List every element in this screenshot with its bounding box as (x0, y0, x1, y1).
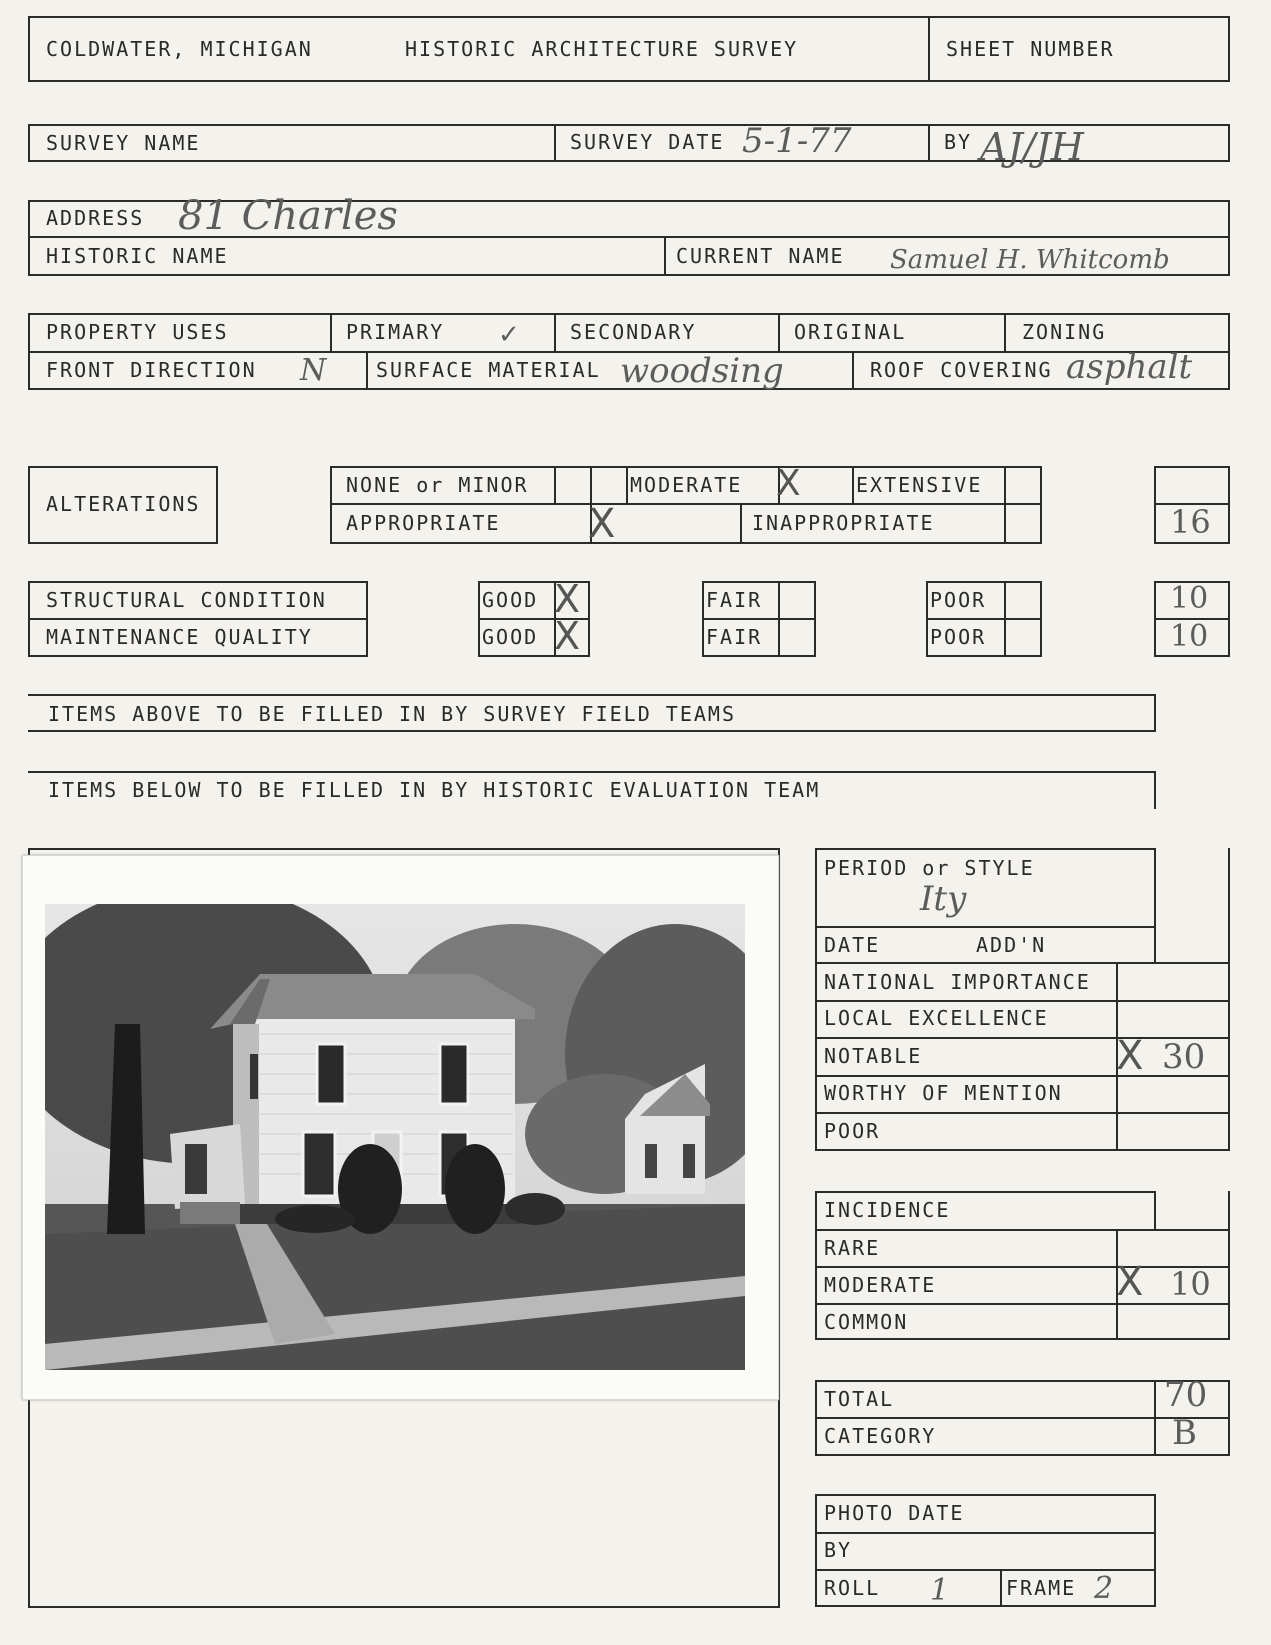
address-divider (664, 236, 666, 276)
survey-by-label: BY (944, 130, 973, 154)
appropriate-label: APPROPRIATE (346, 511, 501, 535)
poor-line (926, 618, 1042, 620)
alt-div-3 (626, 466, 628, 503)
photo-date-label: PHOTO DATE (824, 1501, 965, 1525)
inc-moderate-label: MODERATE (824, 1273, 937, 1297)
period-label: PERIOD or STYLE (824, 856, 1035, 880)
surface-material-value[interactable]: woodsing (620, 351, 784, 391)
totals-col-div (1154, 1380, 1156, 1456)
property-div-6 (852, 351, 854, 390)
category-label: CATEGORY (824, 1424, 937, 1448)
alt-div-1 (554, 466, 556, 503)
survey-divider-1 (554, 124, 556, 162)
fair-div (778, 581, 780, 657)
eval-addn-label: ADD'N (976, 933, 1047, 957)
moderate-mark[interactable]: X (776, 463, 801, 504)
property-uses-label: PROPERTY USES (46, 320, 229, 344)
poor-div (1004, 581, 1006, 657)
fair-label-1: FAIR (706, 588, 763, 612)
eval-top-line (815, 848, 1156, 850)
total-label: TOTAL (824, 1387, 895, 1411)
photo-info-div (1000, 1569, 1002, 1607)
frame-label: FRAME (1006, 1576, 1077, 1600)
property-div-3 (778, 313, 780, 351)
historic-name-label: HISTORIC NAME (46, 244, 229, 268)
roof-covering-value[interactable]: asphalt (1066, 347, 1193, 387)
appropriate-mark[interactable]: X (588, 501, 616, 547)
roof-covering-label: ROOF COVERING (870, 358, 1053, 382)
cond-line-1 (28, 618, 368, 620)
notable-label: NOTABLE (824, 1044, 923, 1068)
total-value[interactable]: 70 (1164, 1375, 1208, 1415)
rare-label: RARE (824, 1236, 881, 1260)
property-div-2 (554, 313, 556, 351)
alt-line (330, 503, 1042, 505)
alterations-label: ALTERATIONS (46, 492, 201, 516)
maintenance-score[interactable]: 10 (1170, 619, 1209, 654)
property-div-5 (366, 351, 368, 390)
inc-moderate-score[interactable]: 10 (1170, 1265, 1211, 1303)
sheet-number-label: SHEET NUMBER (946, 37, 1115, 61)
front-direction-value[interactable]: N (300, 353, 327, 388)
notable-mark[interactable]: X (1116, 1033, 1144, 1079)
current-name-value[interactable]: Samuel H. Whitcomb (890, 245, 1170, 275)
good-label-2: GOOD (482, 625, 539, 649)
survey-name-label: SURVEY NAME (46, 131, 201, 155)
roll-label: ROLL (824, 1576, 881, 1600)
structural-label: STRUCTURAL CONDITION (46, 588, 327, 612)
eval-line-6 (815, 1112, 1230, 1114)
eval-line-2 (815, 962, 1230, 964)
eval-line-1 (815, 926, 1156, 928)
property-div-1 (330, 313, 332, 351)
photo-info-line-1 (815, 1532, 1156, 1534)
eval-right-top (1154, 848, 1156, 962)
alt-div-6 (740, 503, 742, 544)
primary-checkmark[interactable]: ✓ (498, 320, 520, 350)
notes-below: ITEMS BELOW TO BE FILLED IN BY HISTORIC EVALUATION TEAM (48, 778, 821, 802)
survey-date-label: SURVEY DATE (570, 130, 725, 154)
survey-by-value[interactable]: AJ/JH (980, 125, 1084, 169)
address-label: ADDRESS (46, 206, 145, 230)
worthy-label: WORTHY OF MENTION (824, 1081, 1063, 1105)
original-label: ORIGINAL (794, 320, 907, 344)
alt-div-5 (852, 466, 854, 503)
inc-line-2 (815, 1266, 1230, 1268)
incidence-label: INCIDENCE (824, 1198, 951, 1222)
front-direction-label: FRONT DIRECTION (46, 358, 257, 382)
structural-score[interactable]: 10 (1170, 581, 1209, 616)
notes-above: ITEMS ABOVE TO BE FILLED IN BY SURVEY FIELD TEAMS (48, 702, 737, 726)
alterations-score[interactable]: 16 (1170, 503, 1211, 541)
photo-card (22, 855, 779, 1400)
fair-line (702, 618, 816, 620)
photo-by-label: BY (824, 1538, 853, 1562)
common-label: COMMON (824, 1310, 909, 1334)
none-minor-label: NONE or MINOR (346, 473, 529, 497)
survey-divider-2 (928, 124, 930, 162)
inc-line-3 (815, 1303, 1230, 1305)
good-label-1: GOOD (482, 588, 539, 612)
house-photo (45, 904, 745, 1370)
moderate-label: MODERATE (630, 473, 743, 497)
roll-value[interactable]: 1 (930, 1573, 950, 1608)
eval-date-label: DATE (824, 933, 881, 957)
current-name-label: CURRENT NAME (676, 244, 845, 268)
surface-material-label: SURFACE MATERIAL (376, 358, 601, 382)
eval-poor-label: POOR (824, 1119, 881, 1143)
notable-score[interactable]: 30 (1162, 1037, 1206, 1077)
alt-div-7 (1004, 466, 1006, 544)
frame-value[interactable]: 2 (1094, 1571, 1114, 1606)
totals-line (815, 1417, 1230, 1419)
eval-line-3 (815, 1000, 1230, 1002)
local-label: LOCAL EXCELLENCE (824, 1006, 1049, 1030)
inappropriate-label: INAPPROPRIATE (752, 511, 935, 535)
period-value[interactable]: Ity (920, 879, 967, 919)
zoning-label: ZONING (1022, 320, 1107, 344)
survey-title: HISTORIC ARCHITECTURE SURVEY (405, 37, 799, 61)
inc-right-top (1154, 1191, 1156, 1229)
maintenance-label: MAINTENANCE QUALITY (46, 625, 313, 649)
national-label: NATIONAL IMPORTANCE (824, 970, 1091, 994)
eval-left-top (815, 848, 817, 928)
inc-moderate-mark[interactable]: X (1116, 1259, 1144, 1305)
category-value[interactable]: B (1172, 1413, 1197, 1453)
inc-top (815, 1191, 1156, 1193)
extensive-label: EXTENSIVE (856, 473, 983, 497)
poor-label-2: POOR (930, 625, 987, 649)
address-value[interactable]: 81 Charles (178, 193, 398, 239)
header-divider (928, 16, 930, 82)
structural-good-mark[interactable]: X (554, 577, 581, 621)
city-label: COLDWATER, MICHIGAN (46, 37, 313, 61)
fair-label-2: FAIR (706, 625, 763, 649)
inc-line-1 (815, 1229, 1230, 1231)
maintenance-good-mark[interactable]: X (554, 614, 581, 658)
secondary-label: SECONDARY (570, 320, 697, 344)
poor-label-1: POOR (930, 588, 987, 612)
property-div-4 (1004, 313, 1006, 351)
primary-label: PRIMARY (346, 320, 445, 344)
survey-date-value[interactable]: 5-1-77 (742, 121, 852, 161)
